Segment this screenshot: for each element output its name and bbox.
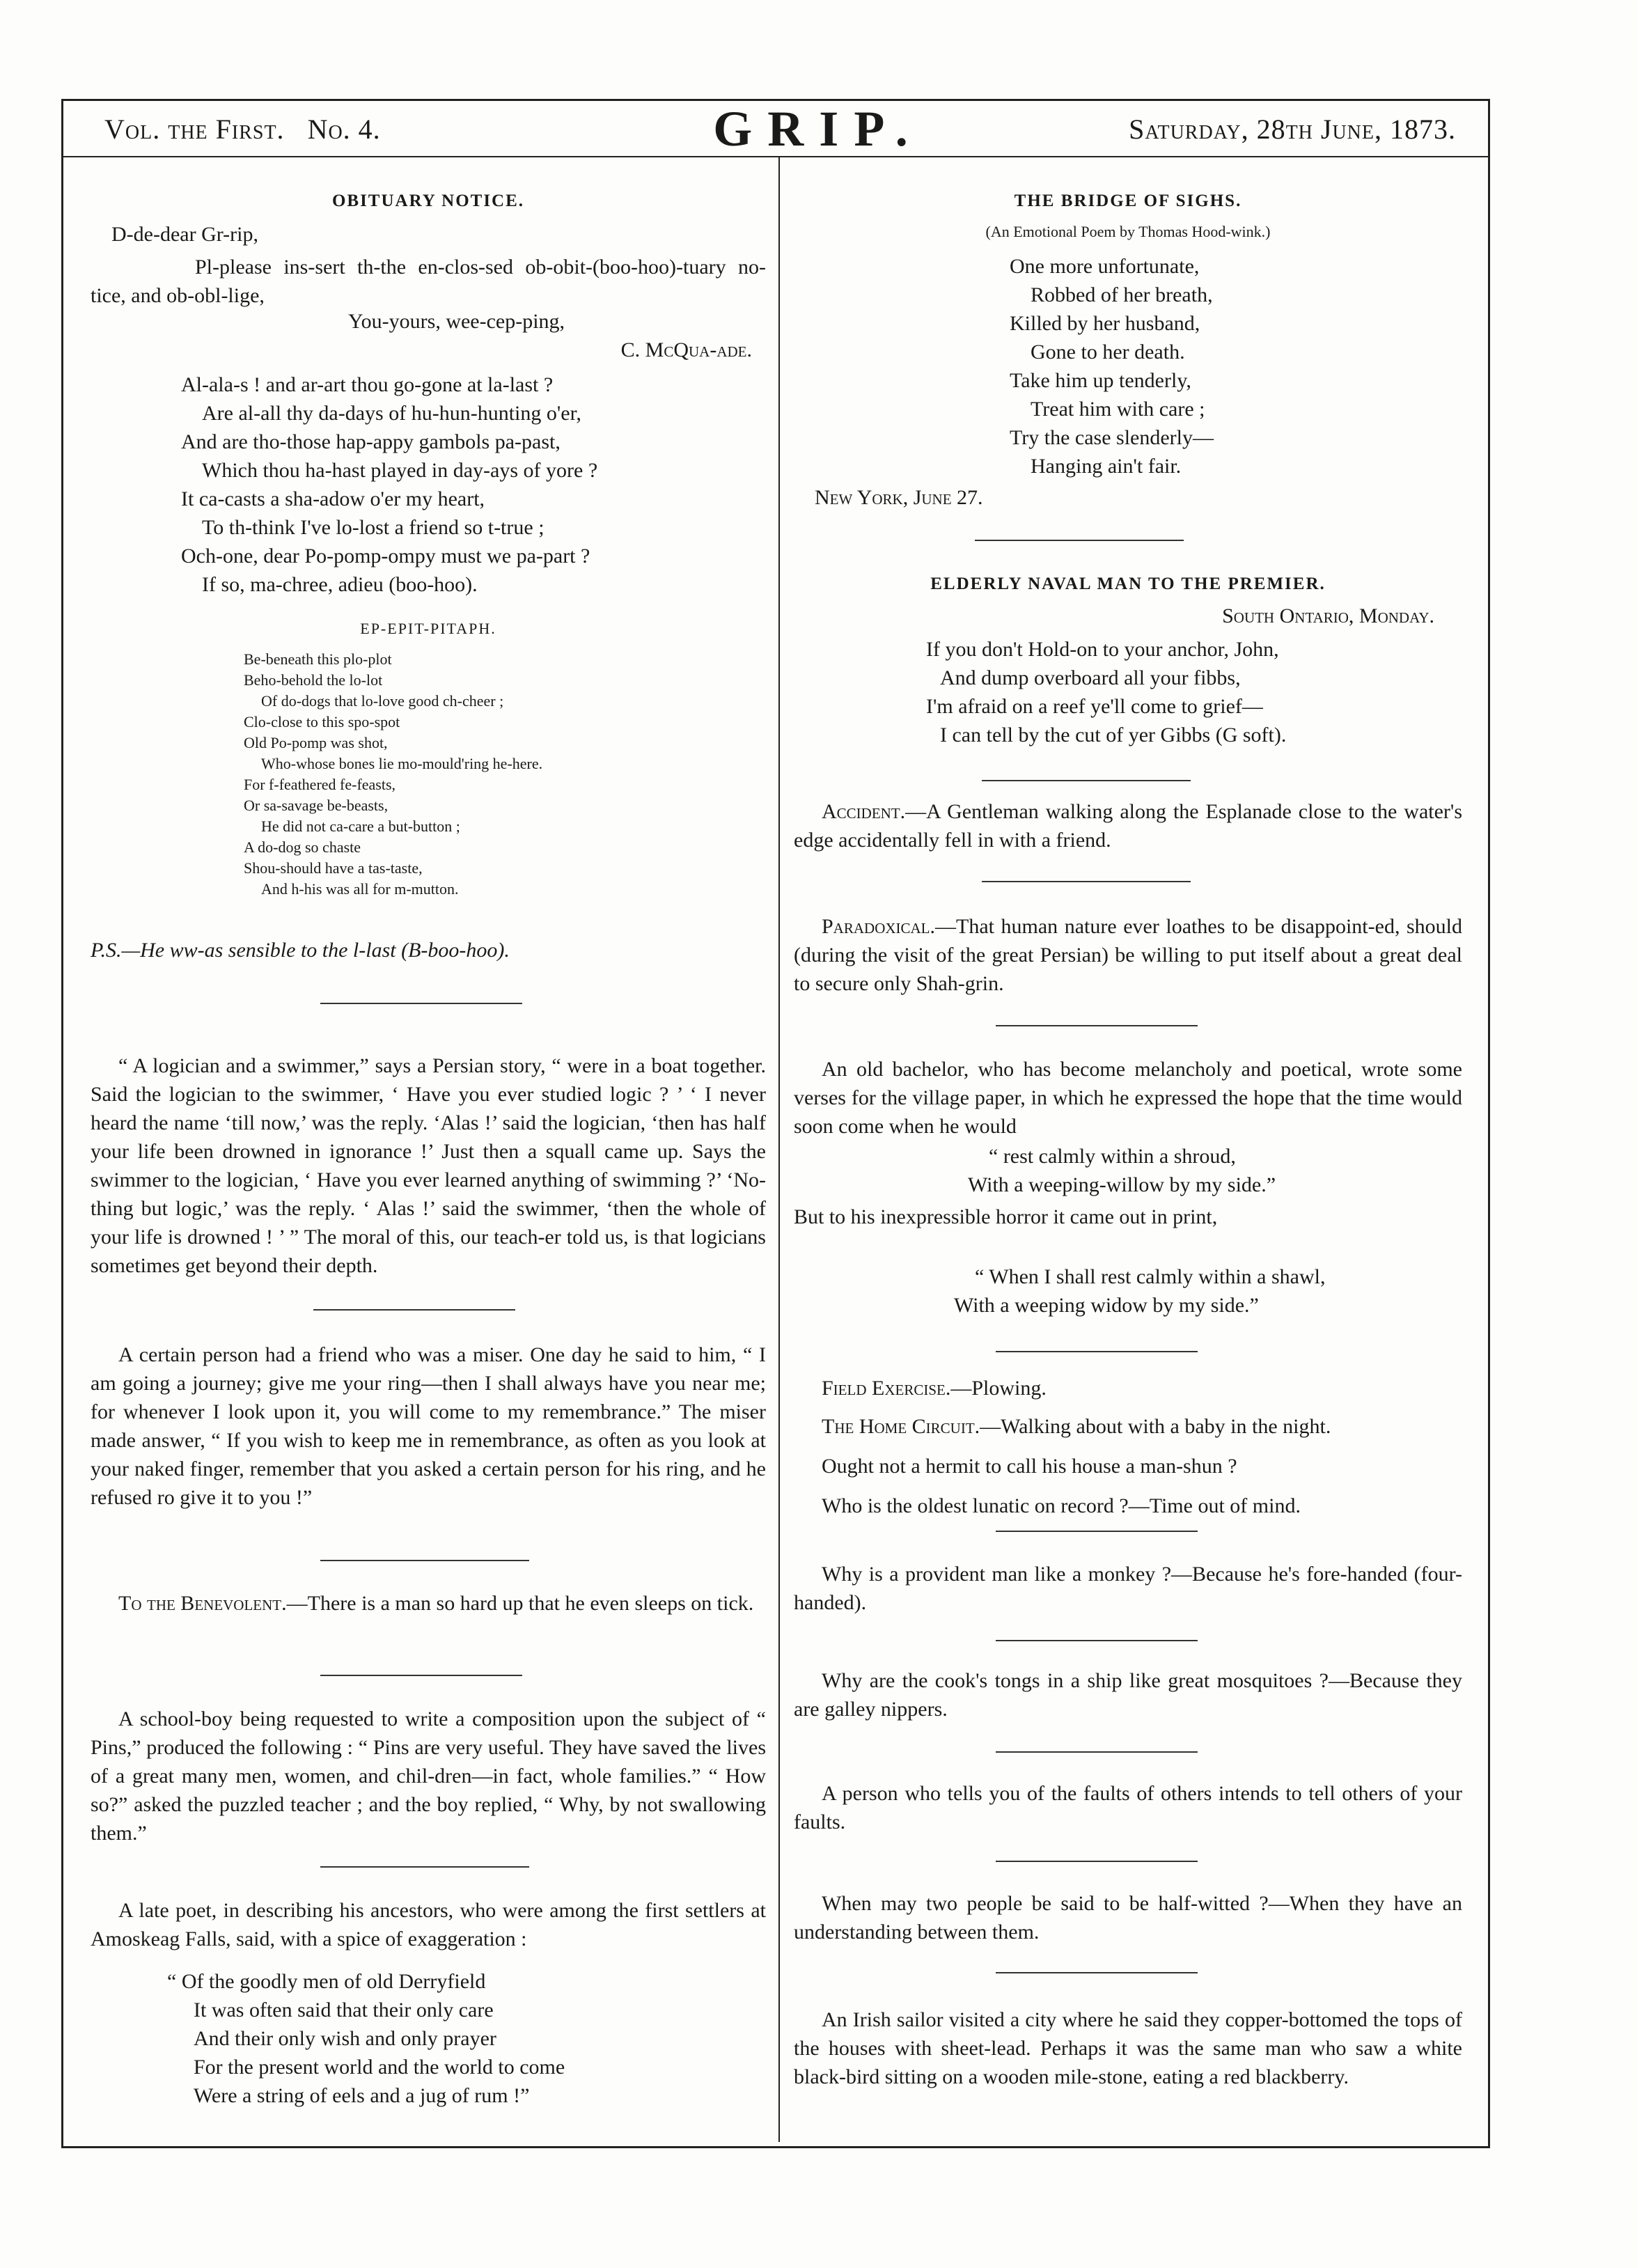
separator-rule (996, 1972, 1198, 1973)
bridge-subtitle: (An Emotional Poem by Thomas Hood-wink.) (985, 223, 1271, 240)
item-text: —A Gentleman walking along the Esplanade close to the water's edge accidentally fell in with a friend. (794, 800, 1462, 852)
field-item (794, 1374, 1462, 1402)
column-divider (778, 157, 780, 2142)
separator-rule (982, 780, 1191, 781)
verse-line: “ Of the goodly men of old Derryfield (167, 1970, 486, 1993)
issue-number: No. 4. (307, 113, 381, 145)
item-label: To the Benevolent. (118, 1592, 287, 1615)
separator-rule (320, 1003, 522, 1004)
verse-line: It was often said that their only care (194, 1999, 494, 2021)
naval-verse (926, 635, 1462, 749)
obituary-title: OBITUARY NOTICE. (331, 191, 525, 210)
masthead-title: GRIP. (713, 100, 923, 157)
paradox-item (794, 912, 1462, 998)
issue-date: Saturday, 28th June, 1873. (1129, 113, 1456, 145)
item-text: —There is a man so hard up that he even sleeps on tick. (286, 1592, 754, 1615)
verse-line: Be-beneath this plo-plot (244, 650, 392, 668)
verse-line: If so, ma-chree, adieu (boo-hoo). (202, 573, 478, 596)
separator-rule (996, 1025, 1198, 1026)
verse-line: Or sa-savage be-beasts, (244, 797, 389, 814)
miser-story: A certain person had a friend who was a miser. One day he said to him, “ I am going a journey; give me your ring—then I shall always have you near me; for whenever I look upon it, you will come to my remembrance.” The miser made answer, “ If you wish to keep me in remembrance, as often as you look at your naked finger, remember that you asked a certain person for his ring, and he refused ro give it to you !” (91, 1343, 766, 1509)
obituary-salutation: D-de-dear Gr-rip, (111, 223, 258, 246)
verse-line: Which thou ha-hast played in day-ays of yore ? (202, 459, 598, 482)
verse-line: And are tho-those hap-appy gambols pa-past, (181, 430, 561, 453)
verse-line: Killed by her husband, (1010, 312, 1200, 335)
item-label: Paradoxical. (822, 915, 936, 938)
verse-line: Try the case slenderly— (1010, 426, 1214, 449)
logician-story: “ A logician and a swimmer,” says a Persian story, “ were in a boat together. Said the logician to the swimmer, ‘ Have you ever studied logic ? ’ ‘ I never heard the name ‘till now,’ was the reply. ‘Alas !’ said the logician, ‘then has half your life been drowned in ignorance !’ Just then a squall came up. Says the swimmer to the logician, ‘ Have you ever learned anything of swimming ?’ ‘No-thing but logic,’ was the reply. ‘ Alas !’ said the swimmer, ‘then the whole of your life is drowned ! ’ ” The moral of this, our teach-er told us, is that logicians sometimes get beyond their depth. (91, 1054, 766, 1277)
faults-item: A person who tells you of the faults of others intends to tell others of your faults. (794, 1782, 1462, 1833)
bridge-dateline: New York, June 27. (815, 486, 983, 509)
benevolent-item (91, 1589, 766, 1618)
sailor-story: An Irish sailor visited a city where he said they copper-bottomed the tops of the houses with sheet-lead. Perhaps it was the same man who saw a white black-bird sitting on a wooden mile-stone, eating a red blackberry. (794, 2008, 1462, 2088)
epitaph-verse (244, 649, 766, 900)
item-text: —That human nature ever loathes to be disappoint-ed, should (during the visit of the great Persian) be willing to put itself about a great deal to secure only Shah-grin. (794, 915, 1462, 995)
verse-line: Treat him with care ; (1031, 398, 1205, 421)
separator-rule (996, 1640, 1198, 1641)
separator-rule (320, 1675, 522, 1676)
separator-rule (996, 1861, 1198, 1862)
verse-line: Gone to her death. (1031, 341, 1185, 363)
verse-line: “ rest calmly within a shroud, (989, 1145, 1236, 1168)
verse-line: One more unfortunate, (1010, 255, 1200, 278)
verse-line: Och-one, dear Po-pomp-ompy must we pa-part ? (181, 545, 590, 568)
circuit-item (794, 1412, 1462, 1441)
poet-verse (167, 1967, 766, 2110)
verse-line: A do-dog so chaste (244, 838, 361, 856)
verse-line: It ca-casts a sha-adow o'er my heart, (181, 487, 485, 510)
verse-line: Hanging ain't fair. (1031, 455, 1182, 478)
separator-rule (996, 1351, 1198, 1352)
bridge-verse (1010, 252, 1462, 480)
verse-line: I can tell by the cut of yer Gibbs (G soft). (940, 724, 1287, 746)
separator-rule (313, 1309, 515, 1311)
verse-line: Take him up tenderly, (1010, 369, 1191, 392)
verse-line: For f-feathered fe-feasts, (244, 776, 396, 793)
verse-line: Al-ala-s ! and ar-art thou go-gone at la-last ? (181, 373, 554, 396)
bachelor-verse-2 (954, 1262, 1462, 1320)
verse-line: Robbed of her breath, (1031, 283, 1213, 306)
verse-line: And h-his was all for m-mutton. (261, 880, 459, 898)
naval-dateline: South Ontario, Monday. (1222, 604, 1434, 627)
item-text: —Plowing. (950, 1377, 1047, 1400)
verse-line: Clo-close to this spo-spot (244, 713, 400, 730)
bridge-title: THE BRIDGE OF SIGHS. (1014, 191, 1242, 210)
verse-line: Beho-behold the lo-lot (244, 671, 383, 689)
verse-line: To th-think I've lo-lost a friend so t-true ; (202, 516, 545, 539)
separator-rule (320, 1866, 529, 1868)
separator-rule (975, 540, 1184, 541)
verse-line: With a weeping-willow by my side.” (968, 1173, 1276, 1196)
accident-item (794, 797, 1462, 854)
verse-line: Who-whose bones lie mo-mould'ring he-here. (261, 755, 543, 772)
obituary-closing: You-yours, wee-cep-ping, (348, 310, 565, 333)
verse-line: And dump overboard all your fibbs, (940, 666, 1241, 689)
volume-label: Vol. the First. (104, 113, 285, 145)
verse-line: If you don't Hold-on to your anchor, John, (926, 638, 1279, 661)
separator-rule (996, 1531, 1198, 1532)
verse-line: Were a string of eels and a jug of rum !” (194, 2084, 530, 2107)
naval-title: ELDERLY NAVAL MAN TO THE PREMIER. (930, 574, 1326, 593)
obituary-verse (181, 370, 766, 599)
poet-intro: A late poet, in describing his ancestors, who were among the first settlers at Amoskeag Falls, said, with a spice of exaggeration : (91, 1899, 766, 1950)
obituary-body: Pl-please ins-sert th-the en-clos-sed ob-obit-(boo-hoo)-tuary no-tice, and ob-obl-lige, (91, 256, 766, 307)
tongs-item: Why are the cook's tongs in a ship like great mosquitoes ?—Because they are galley nippers. (794, 1669, 1462, 1721)
obituary-postscript: P.S.—He ww-as sensible to the l-last (B-boo-hoo). (91, 939, 510, 962)
obituary-signature: C. McQua-ade. (620, 338, 752, 361)
verse-line: With a weeping widow by my side.” (954, 1294, 1259, 1317)
verse-line: Old Po-pomp was shot, (244, 734, 388, 751)
verse-line: And their only wish and only prayer (194, 2027, 496, 2050)
separator-rule (982, 881, 1191, 882)
item-label: The Home Circuit. (822, 1415, 980, 1438)
pins-story: A school-boy being requested to write a composition upon the subject of “ Pins,” produced the following : “ Pins are very useful. They have saved the lives of a great many men, women, and chil-dren—in fact, whole families.” “ How so?” asked the puzzled teacher ; and the boy replied, “ Why, by not swallowing them.” (91, 1707, 766, 1845)
bachelor-story: An old bachelor, who has become melancholy and poetical, wrote some verses for the village paper, in which he expressed the hope that the time would soon come when he would (794, 1058, 1462, 1138)
item-label: Accident. (822, 800, 906, 823)
verse-line: I'm afraid on a reef ye'll come to grief— (926, 695, 1263, 718)
item-text: —Walking about with a baby in the night. (980, 1415, 1331, 1438)
verse-line: For the present world and the world to come (194, 2056, 565, 2079)
verse-line: “ When I shall rest calmly within a shawl, (975, 1265, 1326, 1288)
verse-line: Shou-should have a tas-taste, (244, 859, 423, 877)
item-label: Field Exercise. (822, 1377, 951, 1400)
separator-rule (320, 1560, 529, 1561)
epitaph-title: EP-EPIT-PITAPH. (360, 620, 496, 637)
hermit-item: Ought not a hermit to call his house a man-shun ? (822, 1455, 1237, 1478)
separator-rule (996, 1751, 1198, 1753)
verse-line: Of do-dogs that lo-love good ch-cheer ; (261, 692, 504, 710)
verse-line: He did not ca-care a but-button ; (261, 818, 460, 835)
monkey-item: Why is a provident man like a monkey ?—Because he's fore-handed (four-handed). (794, 1563, 1462, 1614)
verse-line: Are al-all thy da-days of hu-hun-hunting o'er, (202, 402, 581, 425)
bachelor-mid: But to his inexpressible horror it came out in print, (794, 1205, 1218, 1228)
bachelor-verse-1 (968, 1142, 1462, 1199)
lunatic-item: Who is the oldest lunatic on record ?—Time out of mind. (822, 1494, 1301, 1517)
halfwitted-item: When may two people be said to be half-witted ?—When they have an understanding between them. (794, 1892, 1462, 1944)
